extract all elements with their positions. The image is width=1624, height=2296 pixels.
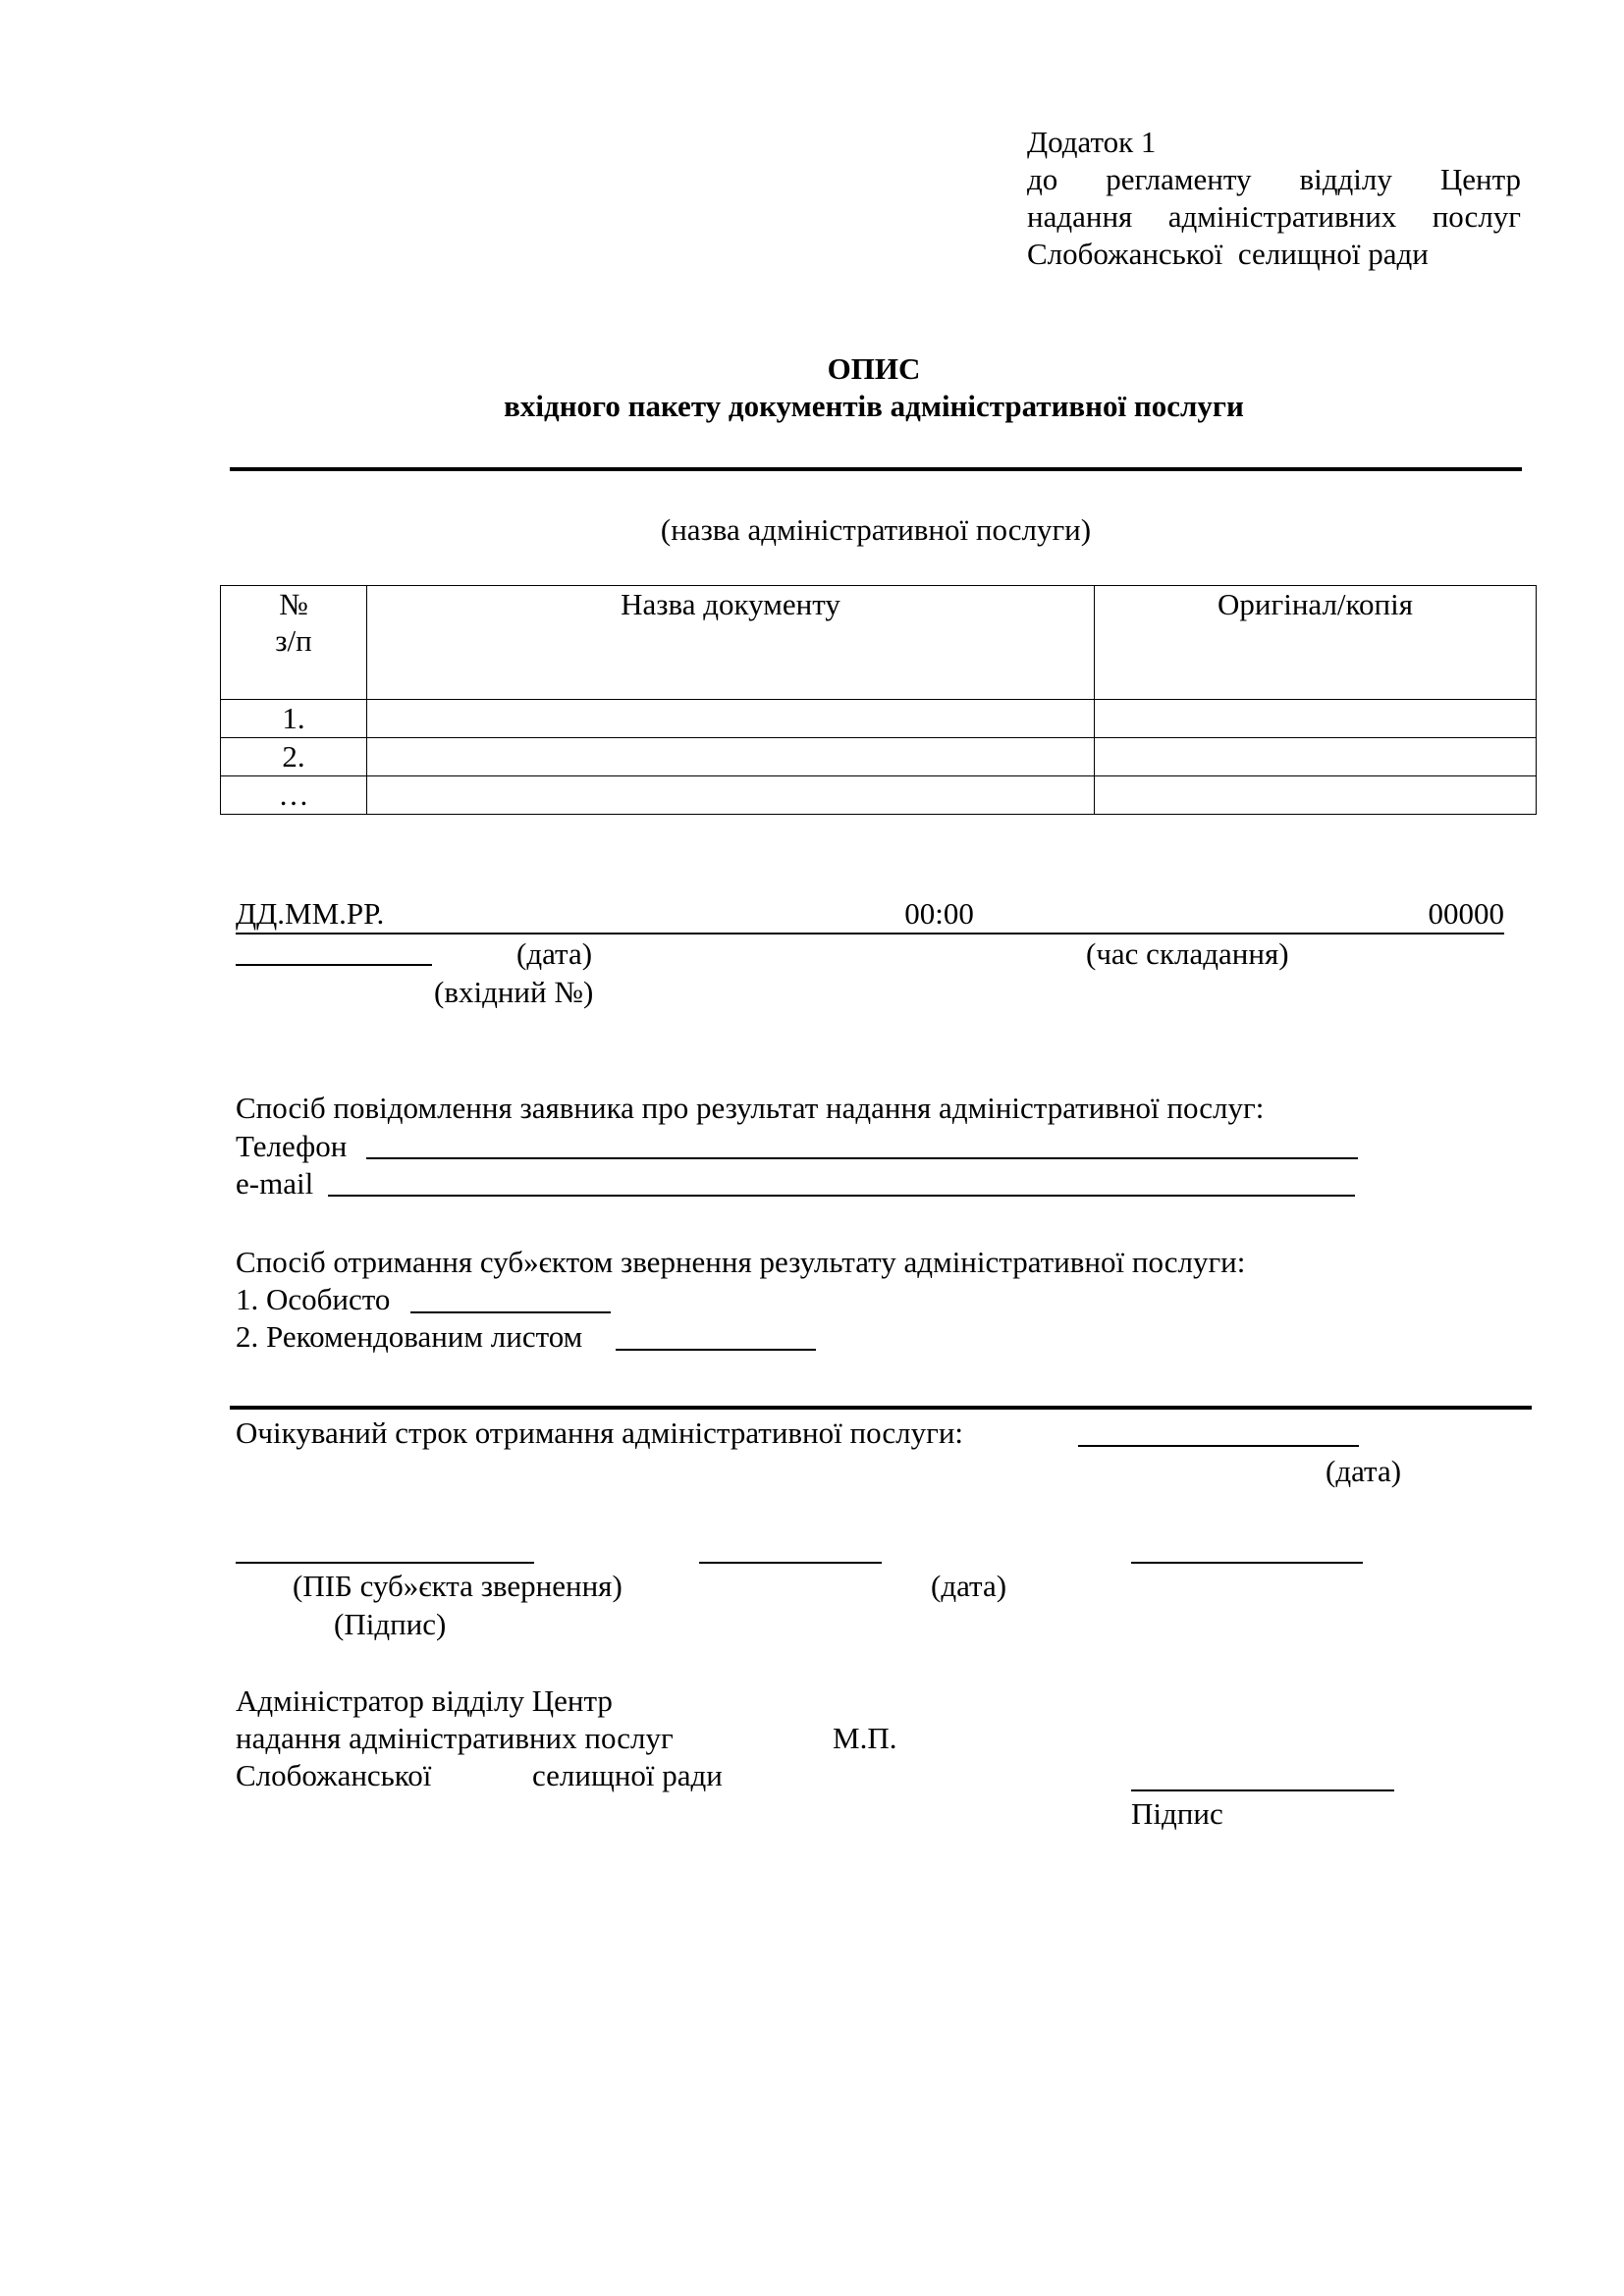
receipt-option-personal: 1. Особисто: [236, 1282, 391, 1316]
expected-term-date-caption: (дата): [1326, 1454, 1402, 1488]
email-label: e-mail: [236, 1166, 314, 1201]
expected-term-label: Очікуваний строк отримання адміністративної послуги:: [236, 1415, 964, 1450]
appendix-line-1: Додаток 1: [1027, 125, 1157, 159]
phone-field[interactable]: [366, 1157, 1358, 1159]
appendix-line-3: надання адміністративних послуг: [1027, 199, 1521, 234]
applicant-date-field[interactable]: [1131, 1562, 1363, 1564]
service-name-caption: (назва адміністративної послуги): [660, 512, 1092, 547]
applicant-signature-field[interactable]: [699, 1562, 882, 1564]
table-header-row: [221, 586, 1537, 700]
administrator-line-3b: селищної ради: [532, 1758, 723, 1792]
header-number-abbr: з/п: [275, 623, 312, 658]
administrator-signature-caption: Підпис: [1131, 1796, 1223, 1831]
row-original-copy[interactable]: [1095, 738, 1537, 776]
registration-date[interactable]: ДД.ММ.РР.: [236, 896, 385, 931]
applicant-name-caption: (ПІБ суб»єкта звернення): [293, 1569, 623, 1603]
receipt-option-personal-field[interactable]: [410, 1311, 611, 1313]
header-number-sign: №: [279, 587, 308, 621]
registration-line: [236, 895, 1504, 934]
table-row: [221, 738, 1537, 776]
row-original-copy[interactable]: [1095, 776, 1537, 815]
receipt-option-mail-field[interactable]: [616, 1349, 816, 1351]
service-name-line: [230, 467, 1522, 471]
administrator-line-1: Адміністратор відділу Центр: [236, 1683, 613, 1718]
row-doc-name[interactable]: [367, 738, 1095, 776]
documents-table: [220, 585, 1537, 815]
appendix-line-4: Слобожанської селищної ради: [1027, 237, 1429, 271]
row-number: 1.: [221, 700, 367, 738]
applicant-date-caption: (дата): [931, 1569, 1007, 1603]
incoming-number-caption: (вхідний №): [434, 975, 594, 1009]
receipt-heading: Спосіб отримання суб»єктом звернення результату адміністративної послуги:: [236, 1245, 1246, 1279]
date-caption: (дата): [516, 936, 593, 971]
row-doc-name[interactable]: [367, 776, 1095, 815]
administrator-line-3a: Слобожанської: [236, 1758, 432, 1792]
time-caption: (час складання): [1086, 936, 1289, 971]
header-original-copy: Оригінал/копія: [1095, 586, 1537, 700]
section-divider: [230, 1406, 1532, 1410]
registration-number[interactable]: 00000: [1428, 896, 1504, 931]
stamp-label: М.П.: [833, 1721, 897, 1755]
header-number: [221, 586, 367, 700]
notification-heading: Спосіб повідомлення заявника про результат надання адміністративної послуг:: [236, 1091, 1265, 1125]
administrator-line-2: надання адміністративних послуг: [236, 1721, 674, 1755]
document-title: [226, 350, 1522, 425]
title-sub: вхідного пакету документів адміністративної послуги: [504, 389, 1244, 423]
appendix-line-2: до регламенту відділу Центр: [1027, 162, 1521, 196]
applicant-signature-caption: (Підпис): [334, 1607, 447, 1641]
title-main: ОПИС: [827, 351, 921, 386]
phone-label: Телефон: [236, 1129, 348, 1163]
receipt-option-mail: 2. Рекомендованим листом: [236, 1319, 583, 1354]
applicant-name-field[interactable]: [236, 1562, 534, 1564]
row-original-copy[interactable]: [1095, 700, 1537, 738]
row-number: …: [221, 776, 367, 815]
administrator-signature-field[interactable]: [1131, 1789, 1394, 1791]
registration-time[interactable]: 00:00: [904, 896, 974, 931]
expected-term-field[interactable]: [1078, 1445, 1359, 1447]
row-number: 2.: [221, 738, 367, 776]
table-row: [221, 776, 1537, 815]
incoming-number-blank[interactable]: [236, 964, 432, 966]
row-doc-name[interactable]: [367, 700, 1095, 738]
appendix-header: [1027, 124, 1521, 273]
header-doc-name: Назва документу: [367, 586, 1095, 700]
email-field[interactable]: [328, 1195, 1355, 1197]
table-row: [221, 700, 1537, 738]
